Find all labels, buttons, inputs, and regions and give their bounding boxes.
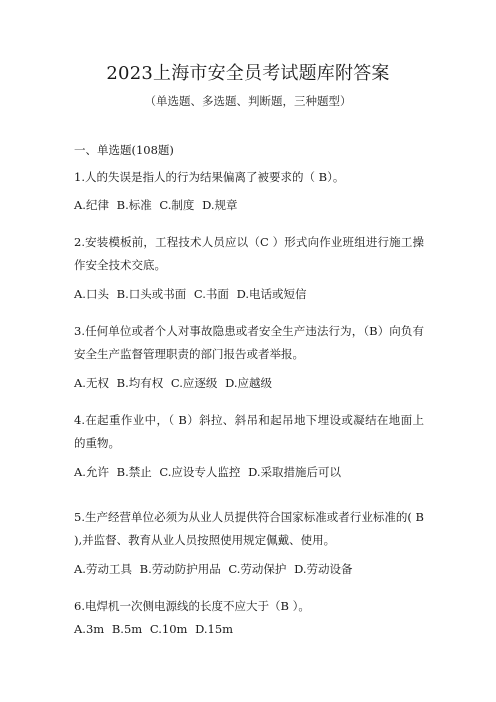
option: B.均有权 [116, 376, 164, 390]
option: D.应越级 [225, 376, 273, 390]
option: C.应逐级 [170, 376, 218, 390]
option: D.采取措施后可以 [248, 465, 342, 479]
question-text: 1.人的失误是指人的行为结果偏离了被要求的（ B）。 [74, 170, 345, 184]
option: C.应设专人监控 [159, 465, 241, 479]
option: A.纪律 [74, 198, 109, 212]
question-text: 4.在起重作业中，（ B）斜拉、斜吊和起吊地下埋设或凝结在地面上的重物。 [74, 413, 424, 450]
option: D.15m [195, 622, 234, 636]
option: A.口头 [74, 287, 109, 301]
question-options [74, 621, 424, 637]
question-text: 3.任何单位或者个人对事故隐患或者安全生产违法行为，（B）向负有安全生产监督管理职责的部门报告或者举报。 [74, 324, 424, 361]
option: A.劳动工具 [74, 562, 132, 576]
option: C.10m [149, 622, 188, 636]
question-options [74, 286, 424, 302]
option: B.劳动防护用品 [139, 562, 221, 576]
option: B.标准 [116, 198, 152, 212]
option: B.口头或书面 [116, 287, 187, 301]
option: C.制度 [159, 198, 195, 212]
question-text: 6.电焊机一次侧电源线的长度不应大于（B ）。 [74, 599, 310, 613]
option: A.允许 [74, 465, 109, 479]
question-text: 5.生产经营单位必须为从业人员提供符合国家标准或者行业标准的( B ),并监督、教育从业人员按照使用规定佩戴、使用。 [74, 510, 424, 547]
option: C.劳动保护 [228, 562, 287, 576]
question-options [74, 197, 424, 213]
document-subtitle: （单选题、多选题、判断题，三种题型） [144, 94, 352, 108]
option: D.电话或短信 [236, 287, 307, 301]
question-options [74, 464, 424, 480]
option: D.劳动设备 [294, 562, 353, 576]
section-heading: 一、单选题(108题) [74, 143, 174, 157]
option: B.禁止 [116, 465, 152, 479]
option: C.书面 [193, 287, 229, 301]
option: B.5m [111, 622, 143, 636]
option: A.3m [74, 622, 105, 636]
document-title: 2023上海市安全员考试题库附答案 [106, 63, 390, 84]
question-options [74, 561, 424, 577]
question-options [74, 375, 424, 391]
option: A.无权 [74, 376, 109, 390]
option: D.规章 [202, 198, 238, 212]
question-text: 2.安装模板前，工程技术人员应以（C ）形式向作业班组进行施工操作安全技术交底。 [74, 235, 424, 272]
